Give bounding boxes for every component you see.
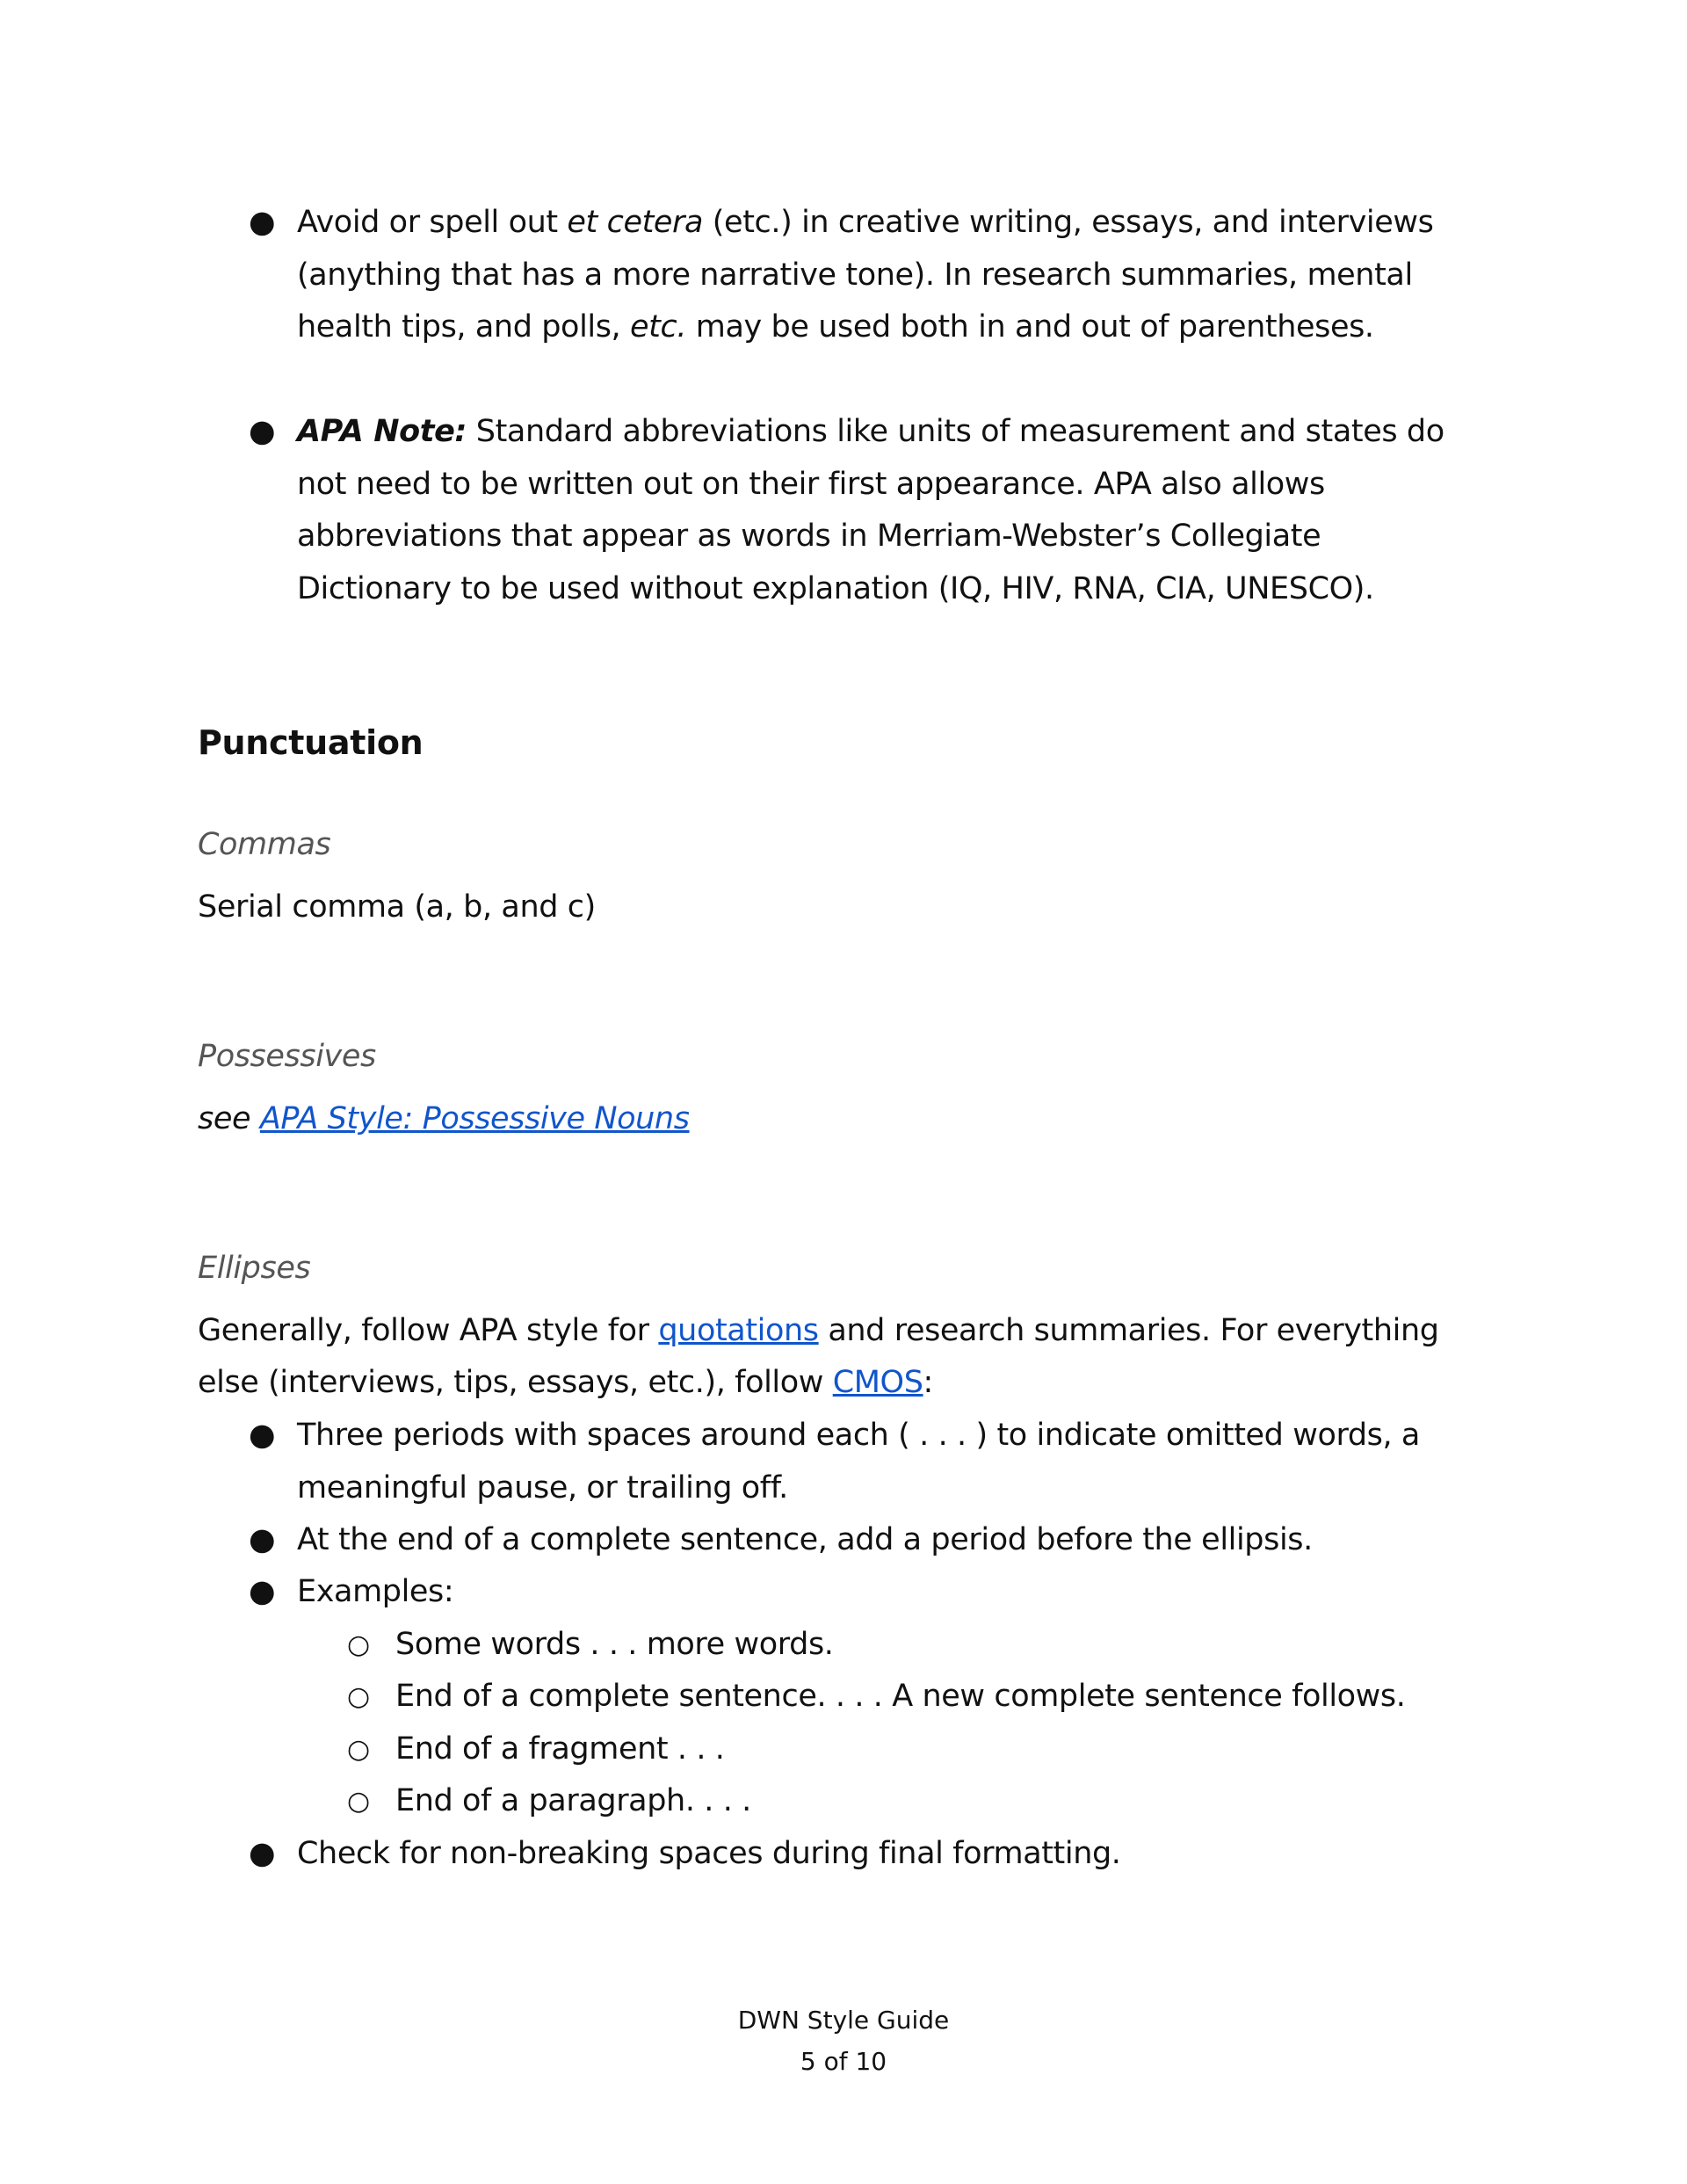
footer-title: DWN Style Guide — [737, 2006, 950, 2035]
ellipses-bullet-4: Check for non-breaking spaces during final formatting. — [297, 1836, 1121, 1871]
commas-subheading: Commas — [198, 827, 331, 862]
example-item: End of a fragment . . . — [395, 1731, 725, 1767]
etc-line-2: (anything that has a more narrative tone). In research summaries, mental — [297, 257, 1413, 293]
etc-line-3: health tips, and polls, etc. may be used both in and out of parentheses. — [297, 309, 1374, 345]
sub-bullet-icon: ○ — [347, 1786, 371, 1817]
commas-text: Serial comma (a, b, and c) — [198, 889, 596, 925]
ellipses-bullet-3: Examples: — [297, 1574, 454, 1609]
example-item: End of a paragraph. . . . — [395, 1783, 751, 1818]
bullet-icon: ● — [249, 205, 276, 240]
apa-note-line-4: Dictionary to be used without explanation (IQ, HIV, RNA, CIA, UNESCO). — [297, 570, 1374, 606]
ellipses-bullet-1: Three periods with spaces around each ( . . . ) to indicate omitted words, a meaningful pause, or trailing off. — [297, 1418, 1420, 1506]
ellipses-subheading: Ellipses — [198, 1251, 311, 1286]
cmos-link[interactable]: CMOS — [832, 1365, 923, 1400]
apa-note-line-3: abbreviations that appear as words in Merriam-Webster’s Collegiate — [297, 519, 1321, 554]
example-item: Some words . . . more words. — [395, 1627, 834, 1662]
bullet-icon: ● — [249, 1522, 276, 1557]
etc-line-1: Avoid or spell out et cetera (etc.) in creative writing, essays, and interviews — [297, 205, 1434, 240]
apa-possessive-nouns-link[interactable]: APA Style: Possessive Nouns — [259, 1101, 690, 1136]
sub-bullet-icon: ○ — [347, 1629, 371, 1660]
quotations-link[interactable]: quotations — [658, 1313, 819, 1348]
footer-page-number: 5 of 10 — [800, 2047, 887, 2076]
sub-bullet-icon: ○ — [347, 1734, 371, 1765]
etc-bullet — [297, 197, 1466, 354]
apa-note-line-2: not need to be written out on their first appearance. APA also allows — [297, 466, 1325, 502]
possessives-text: see APA Style: Possessive Nouns — [198, 1101, 690, 1136]
apa-note-label: APA Note: — [297, 414, 467, 449]
bullet-icon: ● — [249, 414, 276, 449]
bullet-icon: ● — [249, 1418, 276, 1453]
apa-note-bullet — [297, 406, 1466, 615]
apa-note-line-1: APA Note: Standard abbreviations like units of measurement and states do — [297, 414, 1444, 449]
ellipses-intro-line-1: Generally, follow APA style for quotations and research summaries. For everything — [198, 1313, 1439, 1348]
example-item: End of a complete sentence. . . . A new complete sentence follows. — [395, 1679, 1406, 1714]
bullet-icon: ● — [249, 1836, 276, 1871]
ellipses-intro-line-2: else (interviews, tips, essays, etc.), follow CMOS: — [198, 1365, 933, 1400]
sub-bullet-icon: ○ — [347, 1681, 371, 1712]
section-heading: Punctuation — [198, 723, 424, 762]
ellipses-bullet-2: At the end of a complete sentence, add a period before the ellipsis. — [297, 1522, 1313, 1557]
bullet-icon: ● — [249, 1574, 276, 1609]
possessives-subheading: Possessives — [198, 1039, 376, 1074]
